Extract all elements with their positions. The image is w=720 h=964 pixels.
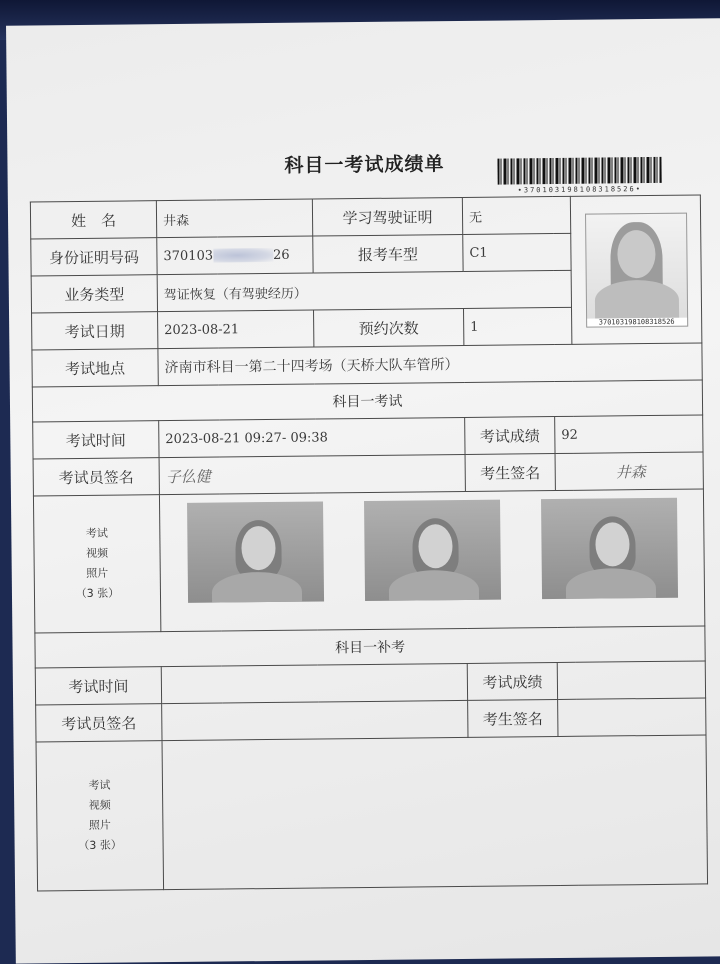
section2-header: 科目一补考 (35, 626, 705, 668)
exam-date-label: 考试日期 (32, 312, 158, 350)
section1-video-photos (159, 489, 704, 632)
section2-video-label-3: 照片 (88, 818, 111, 832)
business-type-label: 业务类型 (31, 275, 157, 313)
section2-video-label-2: 视频 (88, 798, 111, 812)
id-photo-number: 370103198108318526 (587, 317, 687, 326)
section1-score-value: 92 (555, 415, 703, 454)
exam-location-label: 考试地点 (32, 349, 158, 387)
section1-score-label: 考试成绩 (465, 417, 555, 455)
exam-location-value: 济南市科目一第二十四考场（天桥大队车管所） (158, 343, 702, 386)
section2-candidate-signature (558, 698, 706, 737)
section1-video-label-cell (33, 495, 160, 633)
license-proof-label: 学习驾驶证明 (312, 197, 462, 236)
section2-score-value (557, 661, 705, 700)
id-number-start: 370103 (163, 248, 214, 264)
section1-video-label-4: （3 张） (75, 586, 120, 601)
exam-video-photo-1 (187, 501, 324, 602)
appointment-count-label: 预约次数 (314, 308, 464, 347)
vehicle-type-value: C1 (463, 233, 571, 271)
section2-exam-time-value (161, 663, 467, 703)
id-number-value (157, 236, 313, 275)
license-proof-value: 无 (462, 196, 570, 234)
section1-examiner-sign-label: 考试员签名 (33, 458, 159, 496)
section1-video-label-1: 考试 (85, 526, 108, 540)
section2-video-label-1: 考试 (88, 778, 111, 792)
section1-candidate-sign-label: 考生签名 (465, 454, 555, 492)
name-label: 姓 名 (30, 201, 156, 239)
id-number-label: 身份证明号码 (31, 238, 157, 276)
exam-video-photo-2 (364, 500, 501, 601)
section2-video-photos (162, 735, 708, 890)
redacted-blur (213, 248, 273, 263)
section2-examiner-sign-label: 考试员签名 (36, 704, 162, 742)
section1-candidate-signature: 井森 (555, 452, 703, 491)
id-number-end: 26 (272, 247, 290, 263)
score-form-table (30, 194, 708, 891)
exam-video-photo-3 (541, 498, 678, 599)
vehicle-type-label: 报考车型 (313, 234, 463, 273)
barcode-bars (497, 157, 661, 185)
section2-candidate-sign-label: 考生签名 (468, 699, 558, 737)
barcode-number: •370103198108318526• (517, 185, 642, 195)
id-photo-cell (570, 195, 702, 344)
section2-examiner-signature (162, 700, 468, 740)
section2-exam-time-label: 考试时间 (35, 667, 161, 705)
section2-video-label-cell (36, 741, 164, 891)
name-value: 井森 (156, 199, 312, 238)
section1-exam-time-label: 考试时间 (33, 421, 159, 459)
section1-header: 科目一考试 (32, 380, 702, 422)
section1-video-label-3: 照片 (86, 566, 109, 580)
section2-video-label-4: （3 张） (78, 838, 122, 853)
section1-exam-time-value: 2023-08-21 09:27- 09:38 (159, 417, 465, 457)
appointment-count-value: 1 (464, 307, 572, 345)
id-photo (585, 212, 688, 327)
score-sheet-paper (6, 18, 720, 963)
business-type-value: 驾证恢复（有驾驶经历） (157, 270, 571, 311)
section1-video-label-2: 视频 (85, 546, 109, 560)
document-title: 科目一考试成绩单 (284, 153, 445, 177)
barcode (497, 157, 661, 199)
section2-score-label: 考试成绩 (467, 663, 557, 701)
section1-examiner-signature: 子仫健 (159, 454, 465, 494)
exam-date-value: 2023-08-21 (158, 310, 314, 349)
